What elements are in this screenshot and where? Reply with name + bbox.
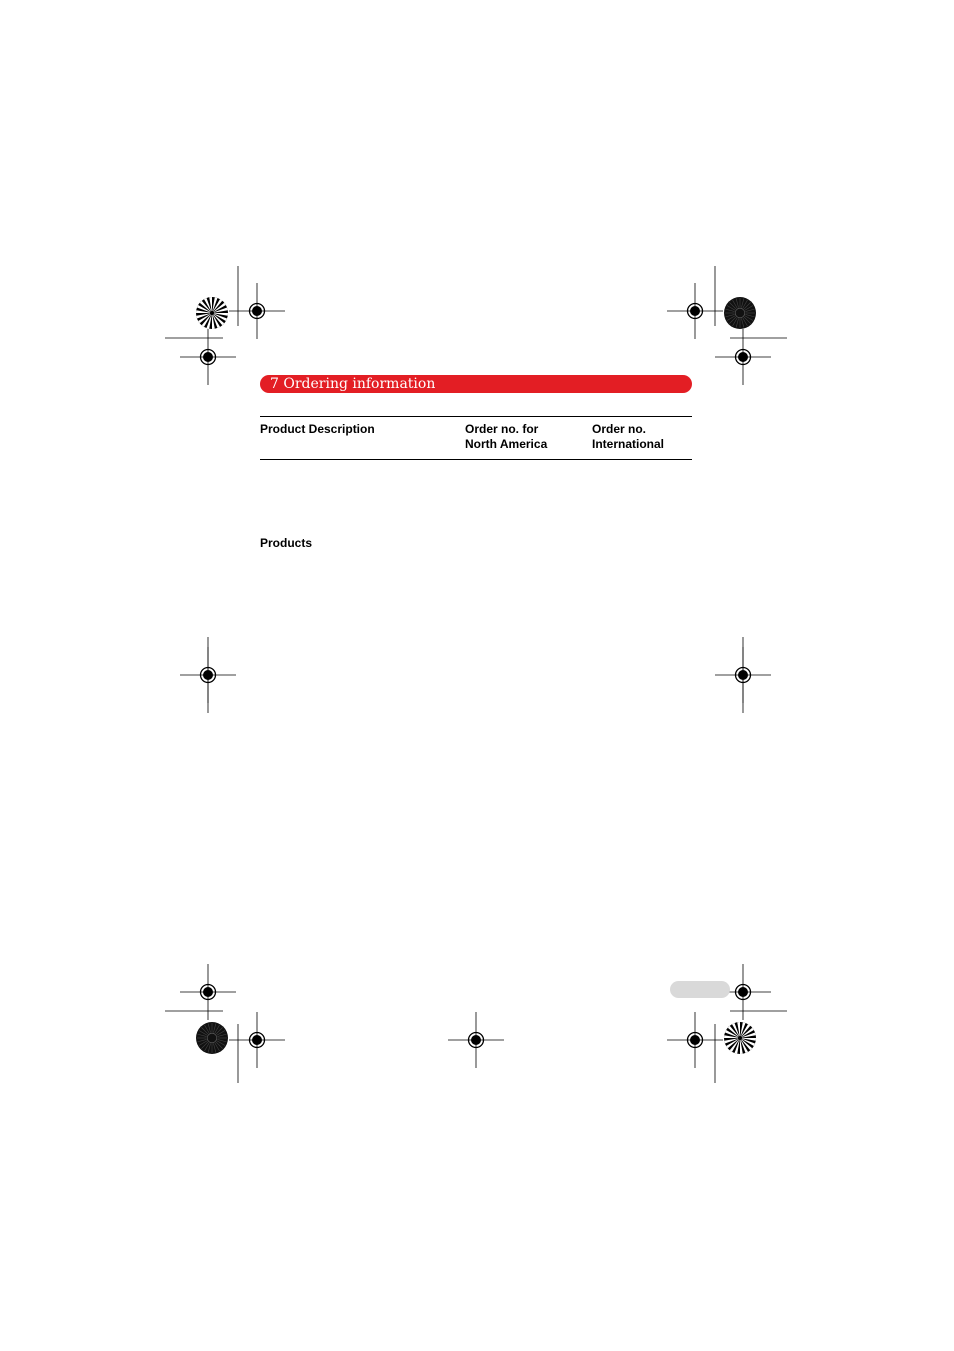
table-header-bottom-rule [260,459,692,460]
column-header-line: International [592,437,665,451]
registration-quadrant [471,1035,476,1040]
registration-quadrant [257,306,262,311]
registration-quadrant [743,675,748,680]
registration-quadrant [203,357,208,362]
registration-quadrant [257,311,262,316]
registration-quadrant [690,1040,695,1045]
registration-quadrant [476,1040,481,1045]
registration-quadrant [690,311,695,316]
registration-quadrant [738,670,743,675]
registration-quadrant [203,670,208,675]
registration-quadrant [208,670,213,675]
registration-quadrant [471,1040,476,1045]
registration-quadrant [252,311,257,316]
column-header-order-north-america [465,422,547,452]
registration-quadrant [695,1035,700,1040]
section-heading: 7 Ordering information [270,376,436,392]
star-target-center [738,1036,742,1040]
registration-quadrant [252,1035,257,1040]
registration-quadrant [208,357,213,362]
registration-quadrant [257,1035,262,1040]
column-header-line: Order no. [592,422,647,436]
registration-quadrant [695,1040,700,1045]
column-header-line: Order no. for [465,422,539,436]
column-header-order-international [592,422,664,452]
registration-quadrant [203,675,208,680]
registration-quadrant [743,352,748,357]
registration-quadrant [208,987,213,992]
registration-quadrant [738,992,743,997]
registration-quadrant [203,987,208,992]
registration-quadrant [203,352,208,357]
registration-quadrant [738,357,743,362]
registration-quadrant [476,1035,481,1040]
registration-quadrant [208,675,213,680]
registration-quadrant [743,987,748,992]
star-target-center [210,311,214,315]
registration-quadrant [738,987,743,992]
registration-quadrant [208,992,213,997]
section-heading-bar [260,375,692,393]
column-header-line: Product Description [260,422,375,436]
registration-quadrant [252,1040,257,1045]
registration-quadrant [738,675,743,680]
registration-quadrant [203,992,208,997]
registration-quadrant [743,357,748,362]
column-header-line: North America [465,437,548,451]
products-group-label: Products [260,536,313,550]
registration-quadrant [690,1035,695,1040]
table-top-rule [260,416,692,417]
registration-quadrant [252,306,257,311]
registration-quadrant [738,352,743,357]
registration-quadrant [690,306,695,311]
registration-quadrant [695,311,700,316]
registration-quadrant [743,670,748,675]
registration-quadrant [208,352,213,357]
registration-quadrant [695,306,700,311]
registration-quadrant [743,992,748,997]
column-header-product-description [260,422,375,437]
registration-quadrant [257,1040,262,1045]
page-number-tab [670,981,730,998]
